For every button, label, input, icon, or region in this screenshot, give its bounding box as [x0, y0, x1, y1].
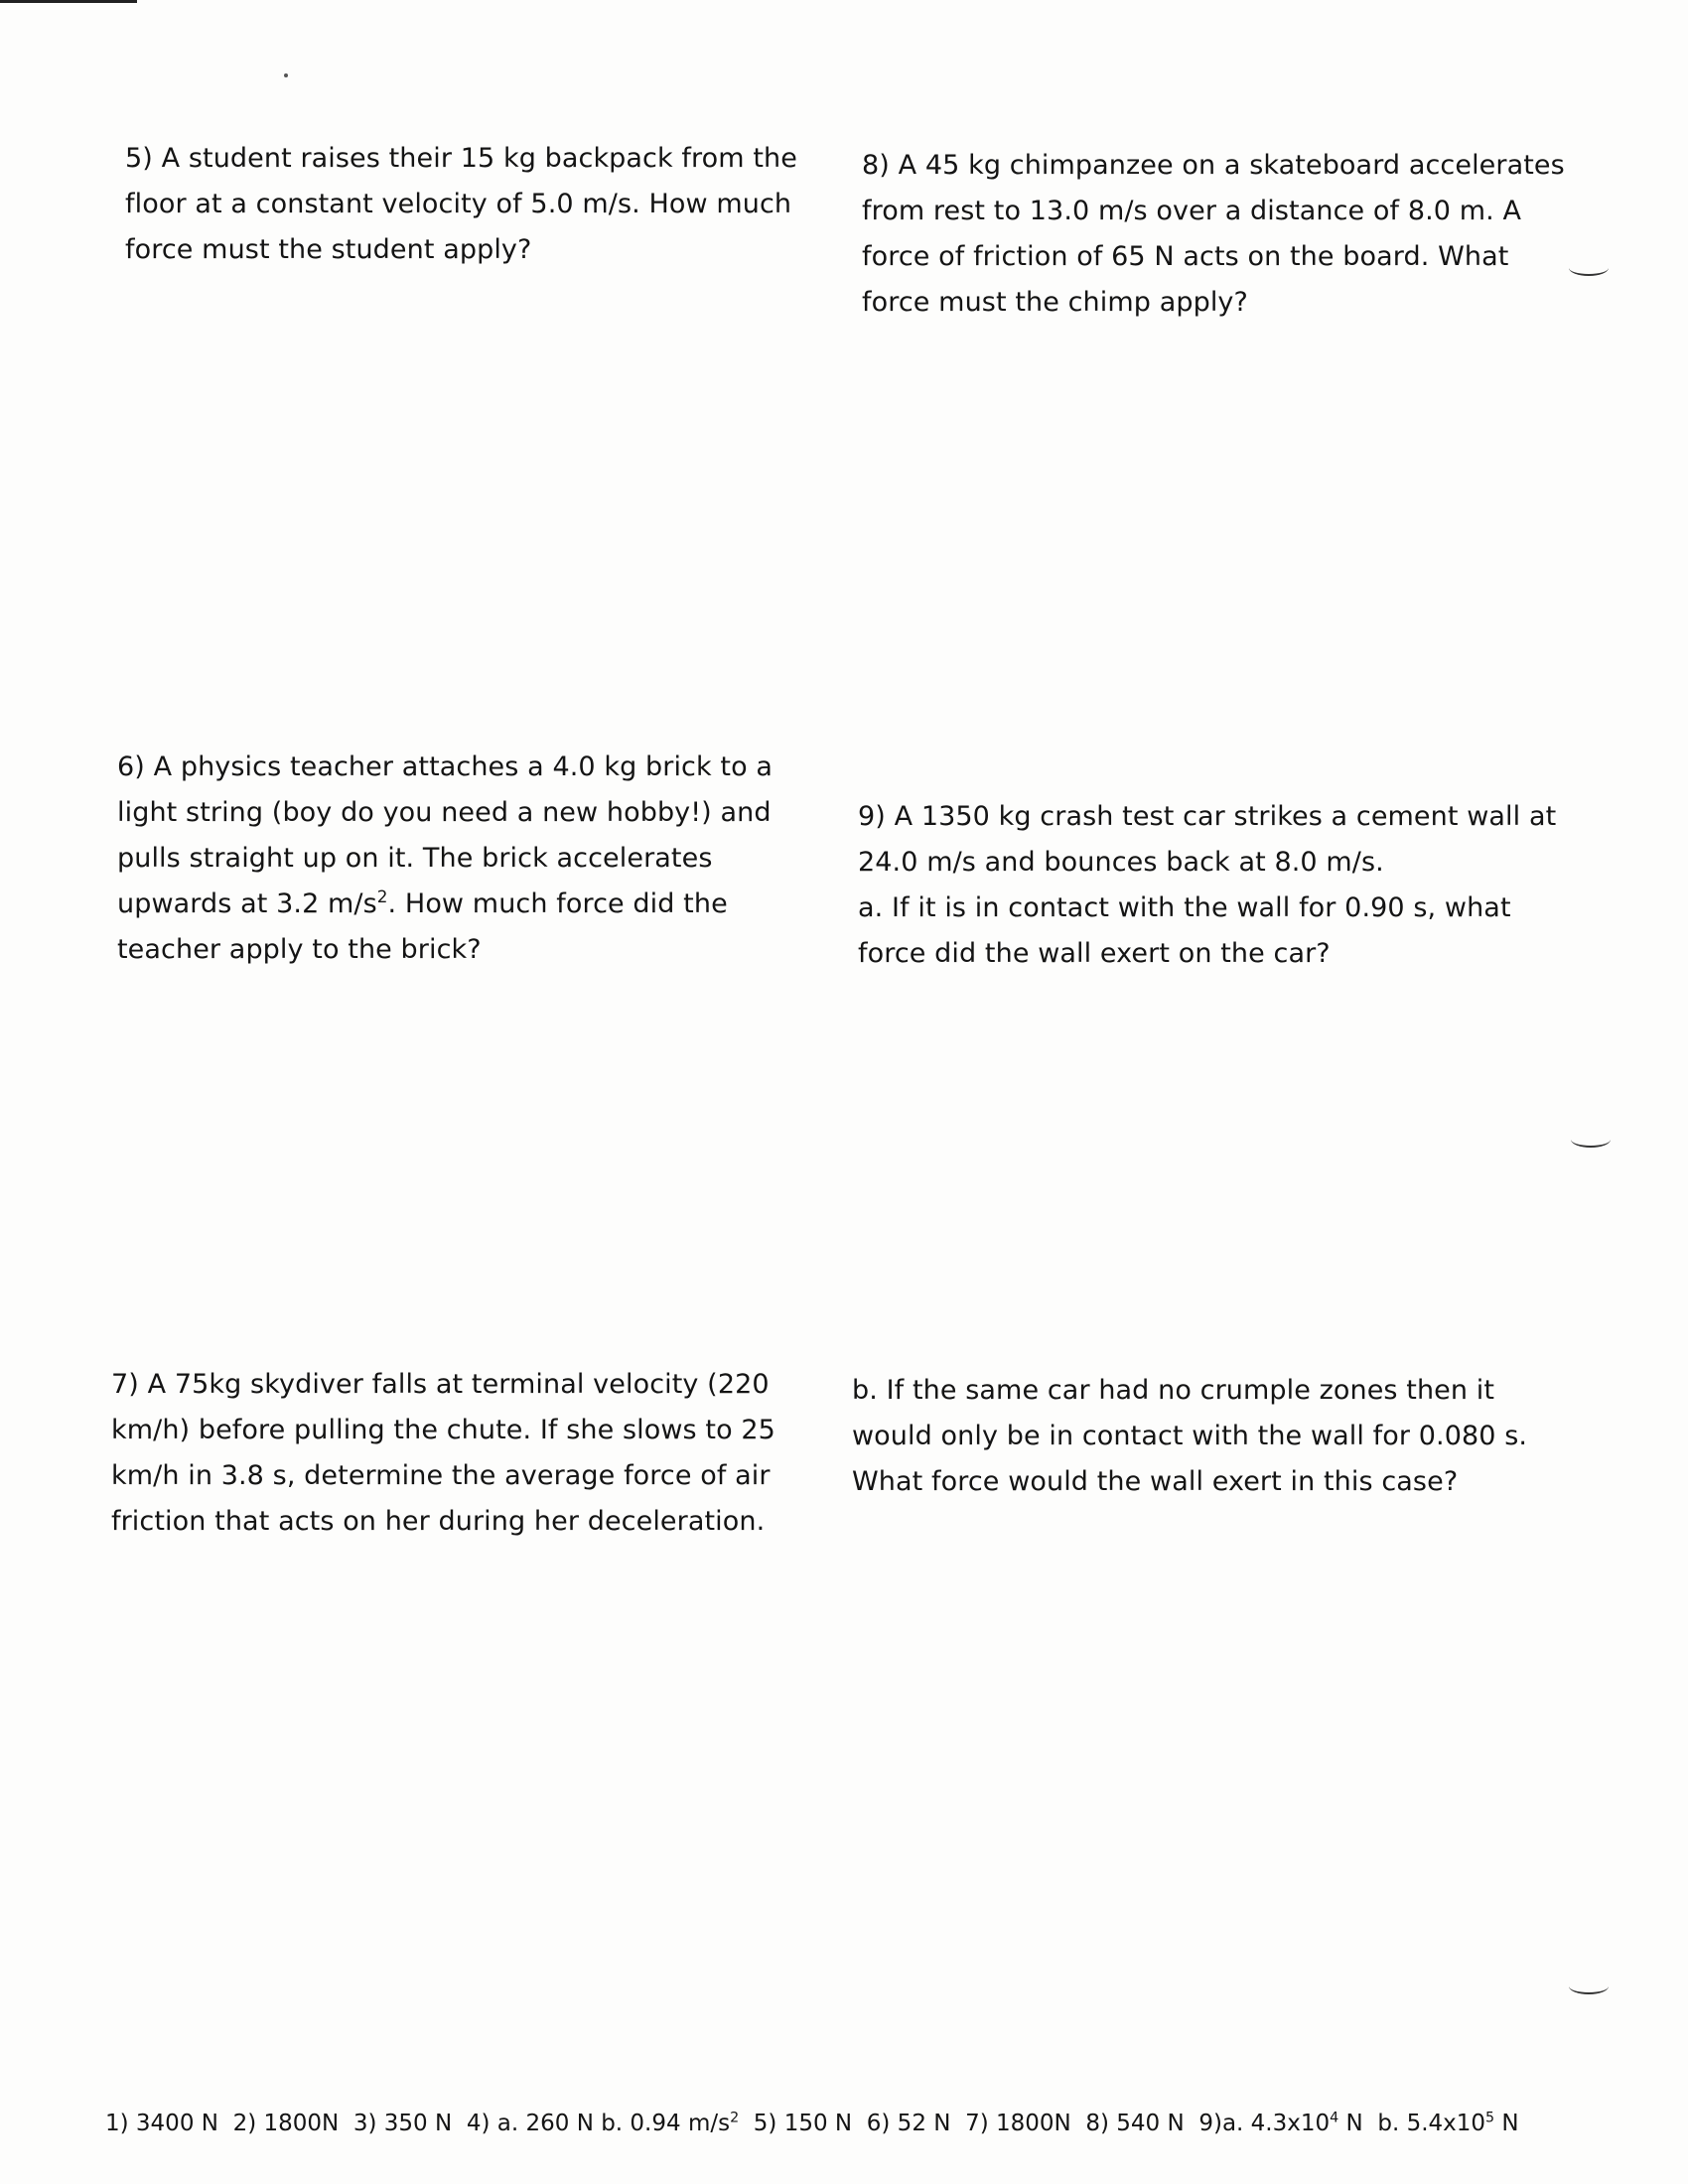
scan-speck	[284, 73, 288, 77]
answer-9b-text: b. 5.4x10	[1377, 2111, 1486, 2136]
answer-9a-text: 9)a. 4.3x10	[1198, 2111, 1331, 2136]
problem-6-text	[117, 745, 832, 973]
answer-9b	[1377, 2111, 1518, 2136]
answer-8: 8) 540 N	[1085, 2111, 1185, 2136]
answer-6: 6) 52 N	[866, 2111, 951, 2136]
answer-7: 7) 1800N	[965, 2111, 1071, 2136]
problem-8	[862, 143, 1577, 326]
problem-6-text-b: . How much force did the teacher apply to the brick?	[117, 888, 728, 965]
problem-5	[125, 136, 800, 273]
answer-4-exponent: 2	[730, 2110, 740, 2126]
problem-8-text: 8) A 45 kg chimpanzee on a skateboard accelerates from rest to 13.0 m/s over a distance of 8.0 m. A force of friction of 65 N acts on the board. What force must the chimp apply?	[862, 150, 1565, 318]
answer-2: 2) 1800N	[232, 2111, 340, 2136]
answer-9a	[1198, 2111, 1362, 2136]
margin-mark	[1569, 1979, 1609, 1994]
problem-6	[117, 745, 832, 973]
problem-9-part-b	[852, 1368, 1567, 1505]
page-edge-line	[0, 0, 137, 3]
answer-9b-unit: N	[1494, 2111, 1519, 2136]
problem-9	[858, 794, 1573, 977]
problem-6-exponent: 2	[376, 887, 388, 906]
problem-9-intro: 9) A 1350 kg crash test car strikes a cement wall at 24.0 m/s and bounces back at 8.0 m/s.	[858, 801, 1557, 878]
problem-9-part-a: a. If it is in contact with the wall for 0.90 s, what force did the wall exert on the car?	[858, 892, 1511, 969]
answer-4	[467, 2111, 739, 2136]
answer-5: 5) 150 N	[753, 2111, 853, 2136]
answer-9a-exponent: 4	[1330, 2110, 1339, 2126]
margin-mark	[1571, 1132, 1611, 1148]
problem-7	[111, 1362, 826, 1545]
answer-4-text: 4) a. 260 N b. 0.94 m/s	[466, 2111, 731, 2136]
answer-1: 1) 3400 N	[105, 2111, 218, 2136]
problem-5-text: 5) A student raises their 15 kg backpack from the floor at a constant velocity of 5.0 m/s. How much force must the student apply?	[125, 143, 797, 265]
problem-6-text-a: 6) A physics teacher attaches a 4.0 kg brick to a light string (boy do you need a new hobby!) and pulls straight up on it. The brick accelerates upwards at 3.2 m/s	[117, 751, 774, 919]
problem-9-part-b-text: b. If the same car had no crumple zones then it would only be in contact with the wall for 0.080 s. What force would the wall exert in this case?	[852, 1375, 1528, 1497]
answer-key	[105, 2108, 1654, 2139]
answer-3: 3) 350 N	[352, 2111, 453, 2136]
answer-9a-unit: N	[1338, 2111, 1363, 2136]
answer-9b-exponent: 5	[1485, 2110, 1495, 2126]
problem-7-text: 7) A 75kg skydiver falls at terminal velocity (220 km/h) before pulling the chute. If she slows to 25 km/h in 3.8 s, determine the average force of air friction that acts on her during her deceleration.	[111, 1369, 775, 1537]
